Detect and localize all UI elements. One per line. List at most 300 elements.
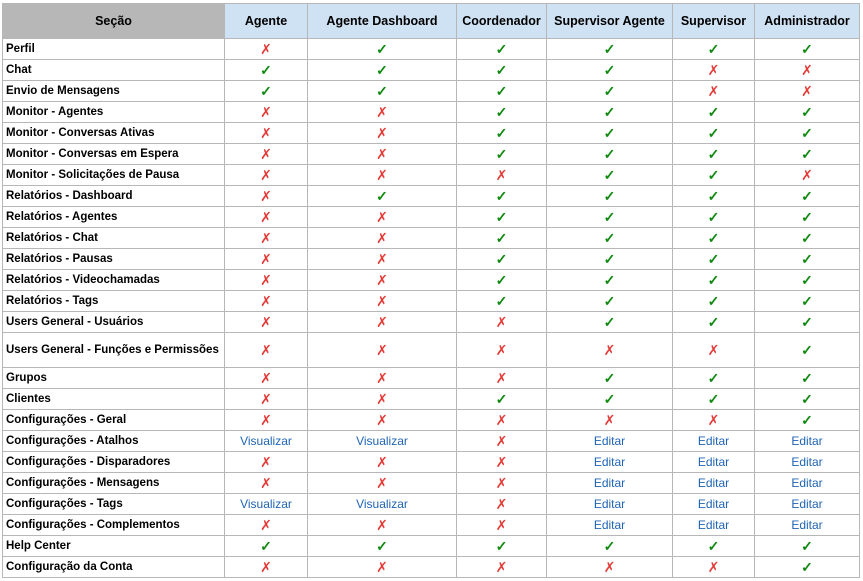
permission-cell: [225, 494, 308, 515]
editar-label: Editar: [593, 518, 626, 532]
table-row: [3, 515, 860, 536]
check-icon: ✓: [707, 292, 720, 309]
cross-icon: ✗: [376, 145, 388, 162]
permission-cell: [457, 368, 547, 389]
permission-cell: [755, 368, 860, 389]
cross-icon: ✗: [376, 558, 388, 575]
permission-cell: [547, 291, 673, 312]
editar-label: Editar: [697, 518, 730, 532]
permission-cell: [673, 144, 755, 165]
permission-cell: [547, 410, 673, 431]
check-icon: ✓: [603, 40, 616, 57]
check-icon: ✓: [707, 166, 720, 183]
permission-cell: [225, 410, 308, 431]
permission-cell: [457, 410, 547, 431]
cross-icon: ✗: [260, 40, 272, 57]
permission-cell: [308, 123, 457, 144]
table-row: [3, 557, 860, 578]
permission-cell: [547, 102, 673, 123]
permission-cell: [308, 473, 457, 494]
table-row: [3, 102, 860, 123]
cross-icon: ✗: [376, 390, 388, 407]
cross-icon: ✗: [260, 292, 272, 309]
section-name: Configurações - Complementos: [3, 515, 225, 536]
permission-cell: [755, 144, 860, 165]
cross-icon: ✗: [260, 166, 272, 183]
permission-cell: [755, 249, 860, 270]
permission-cell: [225, 312, 308, 333]
permission-cell: [547, 144, 673, 165]
check-icon: ✓: [801, 187, 813, 204]
permission-cell: [225, 452, 308, 473]
permission-cell: [225, 270, 308, 291]
permission-cell: [457, 494, 547, 515]
permission-cell: [457, 81, 547, 102]
cross-icon: ✗: [707, 411, 720, 428]
check-icon: ✓: [603, 124, 616, 141]
permission-cell: [308, 333, 457, 368]
permission-cell: [547, 165, 673, 186]
permission-cell: [225, 186, 308, 207]
section-name: Configuração da Conta: [3, 557, 225, 578]
check-icon: ✓: [603, 229, 616, 246]
editar-label: Editar: [791, 455, 823, 469]
permission-cell: [308, 431, 457, 452]
cross-icon: ✗: [495, 341, 508, 358]
visualizar-label: Visualizar: [240, 434, 292, 448]
permission-cell: [225, 291, 308, 312]
table-row: [3, 536, 860, 557]
table-row: [3, 144, 860, 165]
check-icon: ✓: [707, 250, 720, 267]
permission-cell: [547, 473, 673, 494]
permission-cell: [457, 452, 547, 473]
cross-icon: ✗: [376, 103, 388, 120]
check-icon: ✓: [801, 229, 813, 246]
permission-cell: [457, 431, 547, 452]
check-icon: ✓: [707, 208, 720, 225]
cross-icon: ✗: [376, 341, 388, 358]
cross-icon: ✗: [495, 313, 508, 330]
editar-label: Editar: [697, 476, 730, 490]
permission-cell: [308, 144, 457, 165]
permission-cell: [308, 291, 457, 312]
cross-icon: ✗: [376, 124, 388, 141]
check-icon: ✓: [603, 390, 616, 407]
check-icon: ✓: [801, 145, 813, 162]
permission-cell: [673, 186, 755, 207]
permission-cell: [457, 389, 547, 410]
permission-cell: [457, 291, 547, 312]
permission-cell: [673, 39, 755, 60]
permission-cell: [673, 368, 755, 389]
permission-cell: [547, 207, 673, 228]
cross-icon: ✗: [707, 341, 720, 358]
cross-icon: ✗: [260, 558, 272, 575]
permission-cell: [225, 557, 308, 578]
check-icon: ✓: [707, 103, 720, 120]
cross-icon: ✗: [260, 411, 272, 428]
permission-cell: [547, 249, 673, 270]
cross-icon: ✗: [260, 103, 272, 120]
permission-cell: [547, 389, 673, 410]
permission-cell: [457, 557, 547, 578]
table-row: [3, 389, 860, 410]
permission-cell: [755, 102, 860, 123]
permission-cell: [457, 60, 547, 81]
check-icon: ✓: [495, 229, 508, 246]
permission-cell: [308, 410, 457, 431]
check-icon: ✓: [801, 369, 813, 386]
permission-cell: [547, 536, 673, 557]
permission-cell: [308, 389, 457, 410]
table-row: [3, 473, 860, 494]
table-row: [3, 228, 860, 249]
permission-cell: [673, 452, 755, 473]
header-supervisor-agente: Supervisor Agente: [547, 4, 673, 39]
cross-icon: ✗: [801, 61, 813, 78]
cross-icon: ✗: [376, 474, 388, 491]
header-secao: Seção: [3, 4, 225, 39]
permission-cell: [673, 515, 755, 536]
cross-icon: ✗: [376, 292, 388, 309]
permission-cell: [308, 81, 457, 102]
cross-icon: ✗: [707, 82, 720, 99]
editar-label: Editar: [593, 476, 626, 490]
section-name: Relatórios - Dashboard: [3, 186, 225, 207]
cross-icon: ✗: [260, 271, 272, 288]
editar-label: Editar: [697, 455, 730, 469]
cross-icon: ✗: [495, 411, 508, 428]
cross-icon: ✗: [376, 166, 388, 183]
permission-cell: [457, 186, 547, 207]
permission-cell: [547, 39, 673, 60]
permission-cell: [673, 249, 755, 270]
header-administrador: Administrador: [755, 4, 860, 39]
table-row: [3, 81, 860, 102]
check-icon: ✓: [603, 145, 616, 162]
cross-icon: ✗: [376, 453, 388, 470]
visualizar-label: Visualizar: [240, 497, 292, 511]
permission-cell: [755, 494, 860, 515]
check-icon: ✓: [376, 61, 388, 78]
check-icon: ✓: [260, 537, 272, 554]
permission-cell: [755, 207, 860, 228]
table-body: [3, 39, 860, 578]
section-name: Chat: [3, 60, 225, 81]
table-row: [3, 123, 860, 144]
table-row: [3, 39, 860, 60]
permission-cell: [225, 431, 308, 452]
permission-cell: [755, 312, 860, 333]
permission-cell: [673, 536, 755, 557]
permission-cell: [755, 165, 860, 186]
table-row: [3, 452, 860, 473]
permission-cell: [457, 123, 547, 144]
check-icon: ✓: [495, 390, 508, 407]
permission-cell: [673, 410, 755, 431]
cross-icon: ✗: [260, 229, 272, 246]
check-icon: ✓: [603, 271, 616, 288]
table-row: [3, 60, 860, 81]
table-row: [3, 207, 860, 228]
cross-icon: ✗: [495, 432, 508, 449]
check-icon: ✓: [707, 124, 720, 141]
permission-cell: [308, 39, 457, 60]
editar-label: Editar: [791, 476, 823, 490]
check-icon: ✓: [801, 411, 813, 428]
permissions-table: [2, 3, 860, 578]
check-icon: ✓: [801, 124, 813, 141]
check-icon: ✓: [260, 61, 272, 78]
permission-cell: [755, 186, 860, 207]
permission-cell: [547, 431, 673, 452]
table-row: [3, 186, 860, 207]
permission-cell: [547, 494, 673, 515]
section-name: Monitor - Agentes: [3, 102, 225, 123]
check-icon: ✓: [801, 537, 813, 554]
permission-cell: [457, 473, 547, 494]
permission-cell: [755, 39, 860, 60]
check-icon: ✓: [603, 82, 616, 99]
check-icon: ✓: [603, 61, 616, 78]
cross-icon: ✗: [260, 187, 272, 204]
permission-cell: [225, 389, 308, 410]
permission-cell: [457, 333, 547, 368]
check-icon: ✓: [376, 187, 388, 204]
cross-icon: ✗: [495, 474, 508, 491]
check-icon: ✓: [707, 229, 720, 246]
section-name: Relatórios - Agentes: [3, 207, 225, 228]
cross-icon: ✗: [707, 558, 720, 575]
check-icon: ✓: [707, 313, 720, 330]
permission-cell: [673, 81, 755, 102]
check-icon: ✓: [495, 208, 508, 225]
cross-icon: ✗: [260, 390, 272, 407]
permission-cell: [673, 102, 755, 123]
permission-cell: [308, 165, 457, 186]
permission-cell: [755, 333, 860, 368]
cross-icon: ✗: [376, 271, 388, 288]
permission-cell: [457, 312, 547, 333]
permission-cell: [673, 165, 755, 186]
cross-icon: ✗: [260, 124, 272, 141]
permission-cell: [308, 249, 457, 270]
cross-icon: ✗: [495, 369, 508, 386]
table-row: [3, 291, 860, 312]
permission-cell: [457, 515, 547, 536]
permission-cell: [547, 312, 673, 333]
permission-cell: [457, 165, 547, 186]
permission-cell: [225, 368, 308, 389]
check-icon: ✓: [707, 40, 720, 57]
check-icon: ✓: [707, 369, 720, 386]
cross-icon: ✗: [376, 250, 388, 267]
cross-icon: ✗: [376, 229, 388, 246]
permission-cell: [755, 452, 860, 473]
cross-icon: ✗: [495, 453, 508, 470]
check-icon: ✓: [801, 250, 813, 267]
permission-cell: [673, 228, 755, 249]
section-name: Monitor - Solicitações de Pausa: [3, 165, 225, 186]
permission-cell: [673, 270, 755, 291]
permission-cell: [673, 473, 755, 494]
cross-icon: ✗: [260, 369, 272, 386]
permission-cell: [755, 81, 860, 102]
check-icon: ✓: [603, 250, 616, 267]
permission-cell: [547, 123, 673, 144]
check-icon: ✓: [707, 187, 720, 204]
permission-cell: [547, 452, 673, 473]
permission-cell: [457, 270, 547, 291]
permission-cell: [673, 60, 755, 81]
permission-cell: [755, 123, 860, 144]
cross-icon: ✗: [603, 341, 616, 358]
permission-cell: [225, 249, 308, 270]
cross-icon: ✗: [260, 453, 272, 470]
check-icon: ✓: [801, 313, 813, 330]
cross-icon: ✗: [495, 516, 508, 533]
check-icon: ✓: [260, 82, 272, 99]
check-icon: ✓: [495, 145, 508, 162]
permission-cell: [755, 557, 860, 578]
cross-icon: ✗: [603, 558, 616, 575]
editar-label: Editar: [791, 518, 823, 532]
table-row: [3, 431, 860, 452]
permission-cell: [547, 515, 673, 536]
visualizar-label: Visualizar: [356, 497, 408, 511]
table-row: [3, 249, 860, 270]
permission-cell: [308, 368, 457, 389]
permission-cell: [547, 557, 673, 578]
check-icon: ✓: [495, 124, 508, 141]
editar-label: Editar: [593, 497, 626, 511]
permission-cell: [225, 473, 308, 494]
check-icon: ✓: [495, 40, 508, 57]
section-name: Perfil: [3, 39, 225, 60]
permission-cell: [308, 186, 457, 207]
permission-cell: [457, 249, 547, 270]
permission-cell: [308, 102, 457, 123]
permission-cell: [673, 291, 755, 312]
permission-cell: [547, 333, 673, 368]
permission-cell: [225, 228, 308, 249]
permission-cell: [457, 536, 547, 557]
check-icon: ✓: [495, 271, 508, 288]
permission-cell: [547, 368, 673, 389]
permission-cell: [225, 515, 308, 536]
cross-icon: ✗: [260, 208, 272, 225]
cross-icon: ✗: [495, 495, 508, 512]
check-icon: ✓: [495, 187, 508, 204]
permission-cell: [308, 312, 457, 333]
permission-cell: [225, 144, 308, 165]
permission-cell: [308, 452, 457, 473]
check-icon: ✓: [495, 537, 508, 554]
permission-cell: [225, 102, 308, 123]
permission-cell: [308, 494, 457, 515]
check-icon: ✓: [603, 313, 616, 330]
check-icon: ✓: [603, 166, 616, 183]
permission-cell: [225, 123, 308, 144]
section-name: Monitor - Conversas Ativas: [3, 123, 225, 144]
permission-cell: [457, 102, 547, 123]
check-icon: ✓: [376, 82, 388, 99]
cross-icon: ✗: [376, 516, 388, 533]
check-icon: ✓: [801, 271, 813, 288]
cross-icon: ✗: [707, 61, 720, 78]
permission-cell: [225, 207, 308, 228]
cross-icon: ✗: [260, 474, 272, 491]
check-icon: ✓: [801, 292, 813, 309]
check-icon: ✓: [603, 103, 616, 120]
permission-cell: [225, 536, 308, 557]
permission-cell: [547, 228, 673, 249]
section-name: Envio de Mensagens: [3, 81, 225, 102]
permission-cell: [308, 228, 457, 249]
cross-icon: ✗: [376, 313, 388, 330]
section-name: Clientes: [3, 389, 225, 410]
editar-label: Editar: [791, 497, 823, 511]
permission-cell: [673, 333, 755, 368]
cross-icon: ✗: [376, 411, 388, 428]
header-agente: Agente: [225, 4, 308, 39]
cross-icon: ✗: [260, 145, 272, 162]
permission-cell: [755, 515, 860, 536]
section-name: Relatórios - Videochamadas: [3, 270, 225, 291]
cross-icon: ✗: [495, 558, 508, 575]
permission-cell: [673, 431, 755, 452]
permission-cell: [755, 60, 860, 81]
check-icon: ✓: [707, 145, 720, 162]
permission-cell: [457, 144, 547, 165]
permission-cell: [225, 60, 308, 81]
visualizar-label: Visualizar: [356, 434, 408, 448]
editar-label: Editar: [593, 434, 626, 448]
section-name: Relatórios - Chat: [3, 228, 225, 249]
permission-cell: [308, 515, 457, 536]
permission-cell: [755, 228, 860, 249]
check-icon: ✓: [495, 292, 508, 309]
section-name: Grupos: [3, 368, 225, 389]
editar-label: Editar: [697, 497, 730, 511]
section-name: Configurações - Mensagens: [3, 473, 225, 494]
check-icon: ✓: [801, 390, 813, 407]
permission-cell: [308, 207, 457, 228]
check-icon: ✓: [801, 103, 813, 120]
permission-cell: [308, 557, 457, 578]
cross-icon: ✗: [376, 208, 388, 225]
table-row: [3, 270, 860, 291]
permission-cell: [457, 207, 547, 228]
table-row: [3, 165, 860, 186]
permission-cell: [225, 165, 308, 186]
header-row: [3, 4, 860, 39]
check-icon: ✓: [707, 537, 720, 554]
permission-cell: [225, 333, 308, 368]
table-row: [3, 368, 860, 389]
permission-cell: [308, 60, 457, 81]
permission-cell: [225, 39, 308, 60]
cross-icon: ✗: [260, 313, 272, 330]
header-agente-dashboard: Agente Dashboard: [308, 4, 457, 39]
check-icon: ✓: [495, 82, 508, 99]
editar-label: Editar: [697, 434, 730, 448]
editar-label: Editar: [791, 434, 823, 448]
permission-cell: [225, 81, 308, 102]
header-supervisor: Supervisor: [673, 4, 755, 39]
check-icon: ✓: [801, 208, 813, 225]
